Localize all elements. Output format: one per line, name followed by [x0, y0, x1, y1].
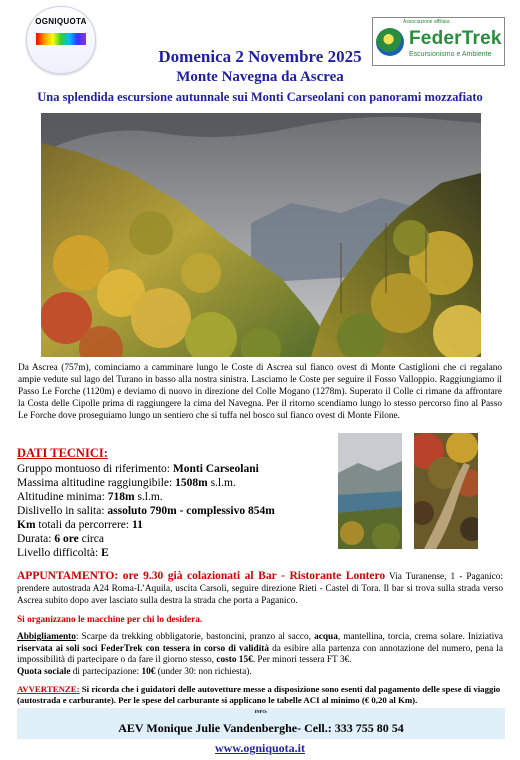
equipment-text3: da esibire alla partenza con annotazione del numero, pena la impossibilità di partecipare o da fare il giorno stesso,: [17, 643, 503, 666]
tech-duration-label: Durata:: [17, 533, 55, 545]
lake-view-photo: [338, 433, 402, 549]
autumn-mountain-photo: [41, 113, 481, 357]
equipment-text1: : Scarpe da trekking obbligatorie, bastoncini, pranzo al sacco,: [75, 632, 315, 642]
tech-climb-line: [17, 504, 275, 518]
contact-line: AEV Monique Julie Vandenberghe- Cell.: 333 755 80 54: [118, 721, 404, 735]
tech-km-text: totali da percorrere:: [35, 519, 132, 531]
equipment-reserved: riservata ai soli soci FederTrek con tessera in corso di validità: [17, 643, 270, 654]
contact-box: [17, 708, 505, 739]
tech-max-label: Massima altitudine raggiungibile:: [17, 477, 176, 489]
ogniquota-logo-text: OGNIQUOTA: [35, 17, 87, 26]
appointment-text: Via Turanense, 1 - Paganico: prendere autostrada A24 Roma-L’Aquila, uscita Carsoli, seguire direzione Rieti - Castel di Tora. Il bar si trova sulla strada verso Ascrea subito dopo aver lasciato sulla destra la strada che porta a Paganico.: [17, 572, 503, 606]
tech-climb-label: Dislivello in salita:: [17, 505, 108, 517]
event-date: Domenica 2 Novembre 2025: [158, 47, 362, 66]
forest-trail-photo: [414, 433, 478, 549]
event-subtitle: Una splendida escursione autunnale sui Monti Carseolani con panorami mozzafiato: [37, 90, 483, 104]
tech-duration-line: [17, 532, 104, 546]
warning-paragraph: [17, 684, 503, 707]
equipment-text2: , mantellina, torcia, crema solare. Iniziativa: [337, 632, 503, 642]
fee-label: Quota sociale: [17, 666, 71, 677]
equipment-text4: . Per minori tessera FT 3€.: [252, 655, 352, 666]
fee-note: (under 30: non richiesta).: [155, 666, 252, 677]
tech-km-value: 11: [131, 519, 143, 531]
appointment-label: APPUNTAMENTO:: [17, 570, 119, 582]
carpool-note: Si organizzano le macchine per chi lo desidera.: [17, 615, 203, 625]
route-description: Da Ascrea (757m), cominciamo a camminare lungo le Coste di Ascrea sul fianco ovest di Monte Castiglioni che ci regalano ampie vedute sul lago del Turano in basso alla nostra sinistra. Lasciamo le Coste per seguire il Fosso Valloppio. Raggiungiamo il Passo Le Forche (1120m) e deviamo di nuovo in direzione del Colle Mogano (1278m). Superato il Colle ci rimane da affrontare la Costa delle Cipolle prima di raggiungere la cima del Navegna. Per il ritorno scendiamo lungo lo stesso percorso fino al Passo Le Forche dove proseguiamo lungo un sentiero che si tuffa nel bosco sul fianco ovest di Monte Filone.: [18, 363, 502, 421]
tech-max-value: 1508m: [175, 477, 208, 489]
tech-group-value: Monti Carseolani: [172, 463, 259, 475]
tech-data-heading: DATI TECNICI:: [17, 446, 108, 460]
tech-max-line: [17, 476, 236, 490]
tech-level-line: [17, 546, 109, 560]
appointment-paragraph: [17, 570, 503, 607]
contact-info-label: INFO:: [254, 709, 268, 714]
tech-km-line: [17, 518, 143, 532]
federtrek-name: FederTrek: [409, 28, 502, 49]
tech-min-value: 718m: [107, 491, 135, 503]
tech-group-line: [17, 462, 259, 476]
tech-min-line: [17, 490, 163, 504]
equipment-water: acqua: [314, 632, 338, 642]
warning-label: AVVERTENZE:: [17, 684, 80, 694]
fee-text: di partecipazione:: [70, 666, 142, 677]
equipment-label: Abbigliamento: [17, 632, 76, 642]
federtrek-tagline: Escursionismo e Ambiente: [409, 51, 492, 58]
tech-max-unit: s.l.m.: [207, 477, 236, 489]
tech-min-label: Altitudine minima:: [17, 491, 108, 503]
federtrek-affiliation-text: Associazione affiliata: [403, 19, 450, 25]
event-title: Monte Navegna da Ascrea: [176, 69, 344, 85]
fee-value: 10€: [141, 666, 156, 677]
website-link[interactable]: www.ogniquota.it: [214, 741, 306, 755]
tech-min-unit: s.l.m.: [134, 491, 163, 503]
tech-level-label: Livello difficoltà:: [17, 547, 102, 559]
tech-group-label: Gruppo montuoso di riferimento:: [17, 463, 173, 475]
equipment-paragraph: [17, 632, 503, 678]
warning-text: Si ricorda che i guidatori delle autovetture messe a disposizione sono esenti dal pagamento delle spese di viaggio (autostrada e carburante). Per le spese del carburante si applicano le tabelle ACI al minimo (€ 0,20 al Km).: [17, 684, 501, 706]
tech-climb-value: assoluto 790m - complessivo 854m: [107, 505, 275, 517]
rainbow-bar-icon: [36, 33, 86, 45]
tech-duration-unit: circa: [78, 533, 104, 545]
tech-level-value: E: [101, 547, 109, 559]
appointment-highlight: ore 9.30 già colazionati al Bar - Ristorante Lontero: [118, 570, 386, 582]
tech-km-label: Km: [17, 519, 36, 531]
tech-duration-value: 6 ore: [54, 533, 79, 545]
equipment-cost: costo 15€: [216, 655, 253, 666]
